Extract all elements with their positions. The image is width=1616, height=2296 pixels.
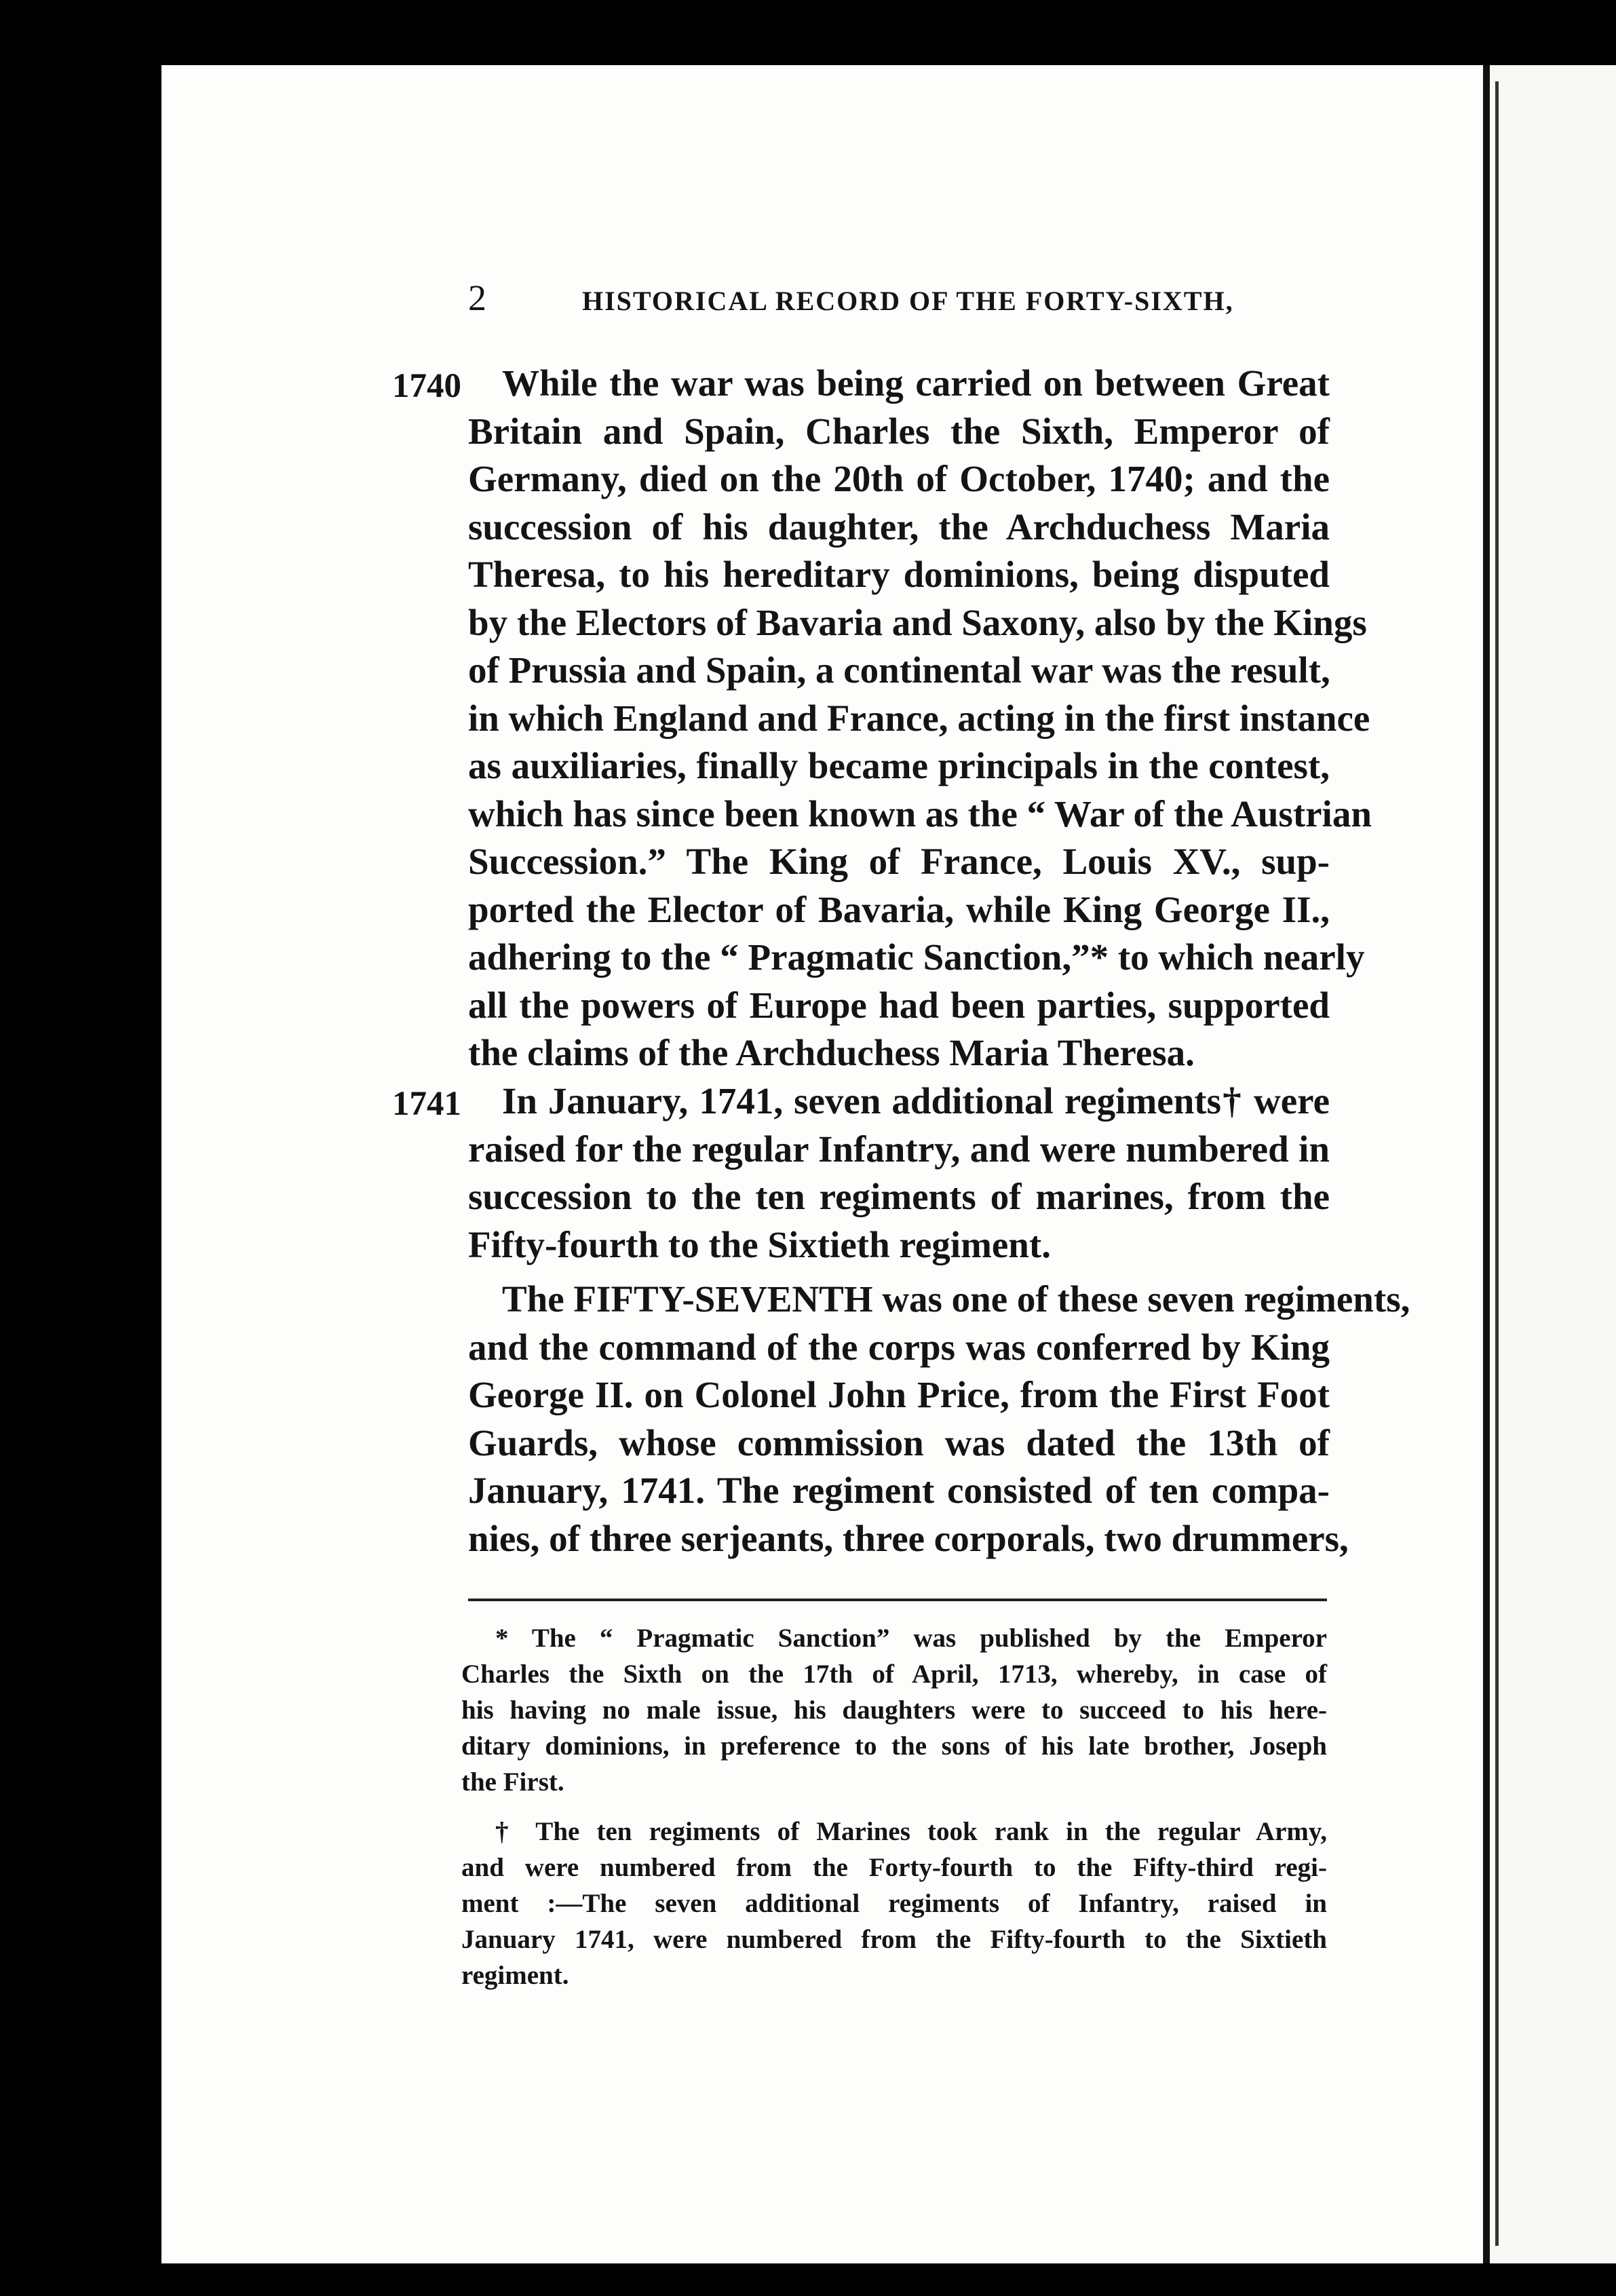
footnote-line: and were numbered from the Forty-fourth to the Fifty-third regi- — [461, 1853, 1327, 1882]
text-line: While the war was being carried on between Great — [502, 362, 1330, 404]
text-line: as auxiliaries, finally became principals in the contest, — [468, 745, 1330, 786]
text-line: succession to the ten regiments of marines, from the — [468, 1176, 1330, 1217]
text-line: January, 1741. The regiment consisted of ten compa- — [468, 1470, 1330, 1511]
footnote-line: ment :—The seven additional regiments of Infantry, raised in — [461, 1889, 1327, 1918]
footnote-regiments — [461, 1814, 1327, 1993]
text-line: succession of his daughter, the Archduchess Maria — [468, 505, 1330, 548]
text-line: Germany, died on the 20th of October, 1740; and the — [468, 458, 1330, 499]
footnote-line: regiment. — [461, 1961, 569, 1990]
margin-year: 1740 — [392, 367, 461, 405]
footnote-divider — [468, 1599, 1327, 1601]
text-line: by the Electors of Bavaria and Saxony, also by the Kings — [468, 601, 1367, 643]
text-line: all the powers of Europe had been parties, supported — [468, 984, 1330, 1026]
paragraph-1740 — [392, 360, 1372, 1077]
text-line: In January, 1741, seven additional regiments† were — [502, 1080, 1330, 1122]
gutter-shadow — [1483, 65, 1490, 2263]
text-line: Succession.” The King of France, Louis XV., sup- — [468, 841, 1330, 882]
footnote-line: January 1741, were numbered from the Fifty-fourth to the Sixtieth — [461, 1925, 1327, 1954]
text-line: Theresa, to his hereditary dominions, being disputed — [468, 554, 1330, 595]
text-line: Britain and Spain, Charles the Sixth, Emperor of — [468, 410, 1330, 452]
text-line: ported the Elector of Bavaria, while King George II., — [468, 888, 1330, 930]
paragraph-1741 — [392, 1077, 1330, 1269]
footnotes — [461, 1620, 1327, 1993]
facing-page-edge — [1490, 65, 1616, 2263]
text-line: of Prussia and Spain, a continental war was the result, — [468, 649, 1330, 691]
text-line: which has since been known as the “ War of the Austrian — [468, 792, 1372, 835]
facing-page-border — [1495, 81, 1499, 2246]
text-line: and the command of the corps was conferred by King — [468, 1326, 1330, 1368]
paragraph-fifty-seventh — [468, 1276, 1410, 1563]
footnote-spacer — [461, 1800, 1327, 1814]
text-line: in which England and France, acting in the first instance — [468, 697, 1370, 739]
text-line: the claims of the Archduchess Maria Theresa. — [468, 1032, 1195, 1073]
footnote-line: ditary dominions, in preference to the sons of his late brother, Joseph — [461, 1731, 1327, 1761]
running-header — [468, 278, 1343, 326]
page-number: 2 — [468, 278, 488, 318]
text-line: raised for the regular Infantry, and were numbered in — [468, 1128, 1330, 1170]
text-line: nies, of three serjeants, three corporals, two drummers, — [468, 1517, 1349, 1559]
text-line: Guards, whose commission was dated the 13th of — [468, 1421, 1330, 1463]
footnote-line: † The ten regiments of Marines took rank in the regular Army, — [495, 1817, 1327, 1846]
running-title: HISTORICAL RECORD OF THE FORTY-SIXTH, — [582, 286, 1234, 316]
footnote-line: the First. — [461, 1767, 564, 1797]
footnote-line: his having no male issue, his daughters were to succeed to his here- — [461, 1696, 1327, 1725]
footnote-line: Charles the Sixth on the 17th of April, 1713, whereby, in case of — [461, 1660, 1327, 1689]
text-line: George II. on Colonel John Price, from the First Foot — [468, 1374, 1330, 1415]
text-line: adhering to the “ Pragmatic Sanction,”* to which nearly — [468, 936, 1365, 978]
text-line: Fifty-fourth to the Sixtieth regiment. — [468, 1223, 1051, 1265]
text-line: The FIFTY-SEVENTH was one of these seven regiments, — [502, 1278, 1410, 1320]
footnote-pragmatic-sanction — [461, 1620, 1327, 1800]
margin-year: 1741 — [392, 1085, 461, 1123]
footnote-line: * The “ Pragmatic Sanction” was published by the Emperor — [495, 1624, 1327, 1653]
